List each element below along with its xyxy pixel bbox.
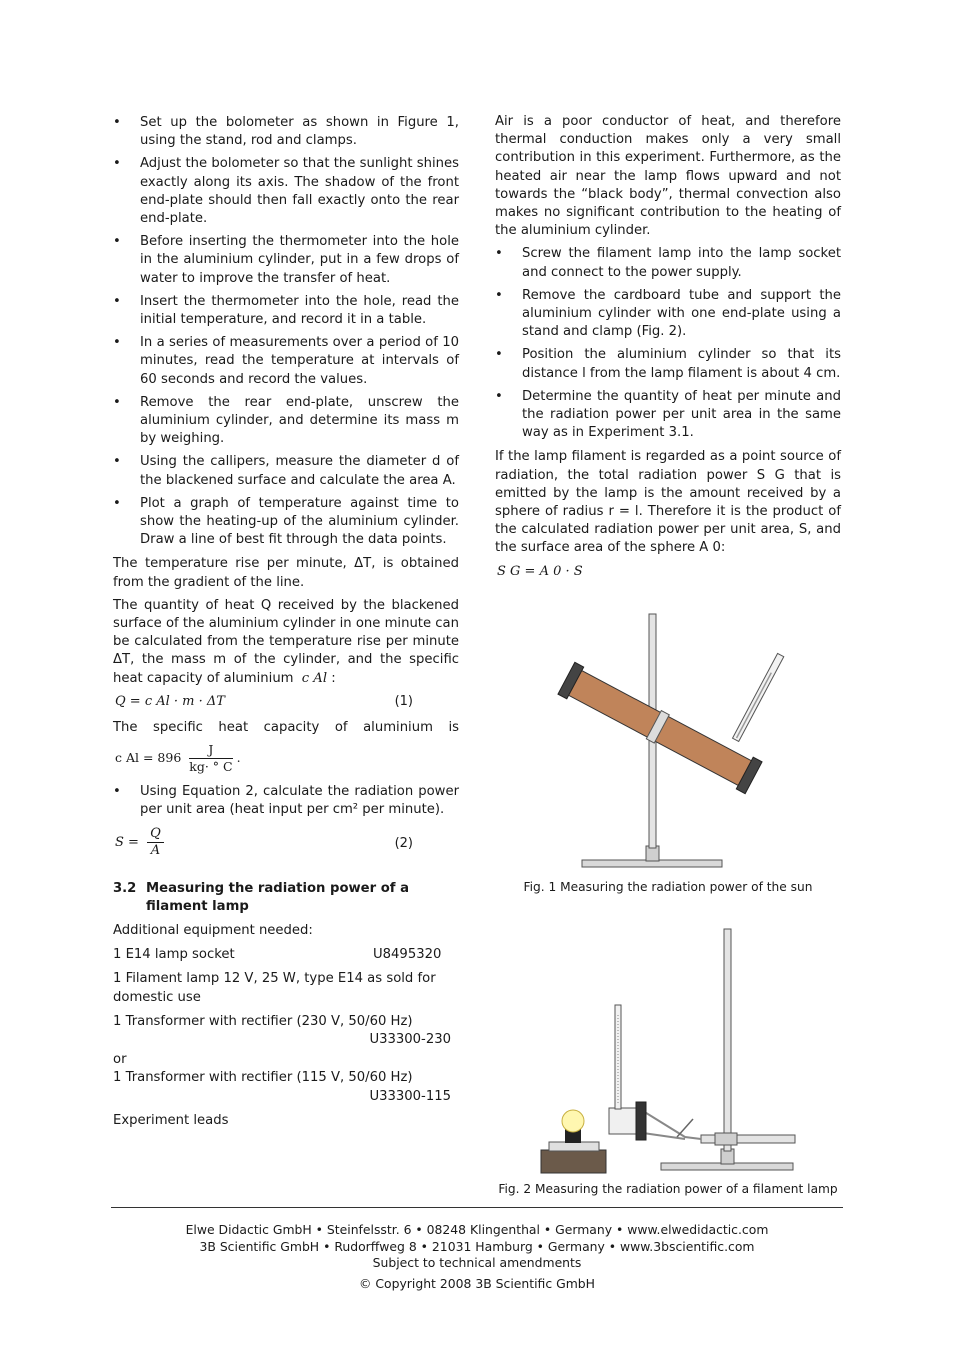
bolometer-cylinder	[558, 662, 762, 793]
temperature-rise-paragraph: The temperature rise per minute, ΔT, is obtained from the gradient of the line.	[113, 556, 459, 590]
procedure-list	[113, 114, 459, 549]
thermometer-scale	[737, 673, 772, 738]
end-plate	[636, 1102, 646, 1140]
equation-2-number: (2)	[394, 835, 413, 851]
equation-2-num: Q	[147, 826, 164, 843]
footer	[0, 1222, 954, 1292]
equipment-item	[113, 1069, 459, 1105]
list-item: • Set up the bolometer as shown in Figure 1, using the stand, rod and clamps.	[113, 114, 459, 150]
section-heading	[113, 880, 459, 916]
equation-1-number: (1)	[394, 693, 413, 709]
list-item: • Determine the quantity of heat per minute and the radiation power per unit area in the same way as in Experiment 3.1.	[495, 388, 841, 443]
specific-heat-fraction	[189, 742, 232, 775]
list-item: • Remove the cardboard tube and support the aluminium cylinder with one end-plate using a stand and clamp (Fig. 2).	[495, 287, 841, 342]
equation-2-fraction	[147, 826, 164, 859]
equation-2	[115, 826, 459, 864]
footer-line: Elwe Didactic GmbH • Steinfelsstr. 6 • 08248 Klingenthal • Germany • www.elwedidactic.com	[185, 1222, 769, 1237]
left-column	[113, 114, 459, 1136]
copyright: © Copyright 2008 3B Scientific GmbH	[359, 1275, 595, 1291]
heat-paragraph-text: The quantity of heat Q received by the blackened surface of the aluminium cylinder in one minute can be calculated from the temperature rise per minute ΔT, the mass m of the cylinder, and the specific heat capacity of aluminium	[113, 597, 459, 686]
equation-2-list	[113, 783, 459, 819]
equipment-code: U33300-230	[369, 1031, 451, 1047]
equipment-code: U33300-115	[369, 1088, 451, 1104]
equation-2-lhs: S =	[115, 834, 139, 850]
equipment-name: 1 Transformer with rectifier (230 V, 50/60 Hz)	[113, 1013, 413, 1029]
list-item: • Before inserting the thermometer into the hole in the aluminium cylinder, put in a few drops of water to improve the transfer of heat.	[113, 233, 459, 288]
specific-heat-period: .	[236, 750, 241, 766]
list-item: • Insert the thermometer into the hole, read the initial temperature, and record it in a table.	[113, 293, 459, 329]
specific-heat-value	[115, 742, 459, 775]
figure-2-caption: Fig. 2 Measuring the radiation power of a filament lamp	[498, 1182, 838, 1196]
lamp-procedure-list	[495, 245, 841, 442]
figure-1-caption: Fig. 1 Measuring the radiation power of the sun	[523, 880, 813, 894]
point-source-paragraph: If the lamp filament is regarded as a point source of radiation, the total radiation power S G that is emitted by the lamp is the amount received by a sphere of radius r = l. Therefore it is the product of the calculated radiation power per unit area, S, and the surface area of the sphere A 0:	[495, 449, 841, 556]
specific-heat-lhs: c Al = 896	[115, 750, 182, 766]
stand-rod	[724, 929, 731, 1151]
list-item: • Using the callipers, measure the diameter d of the blackened surface and calculate the area A.	[113, 453, 459, 489]
equipment-name: 1 E14 lamp socket	[113, 947, 235, 963]
equation-1	[115, 693, 459, 715]
heat-paragraph-colon: :	[331, 670, 336, 686]
lamp-socket-base	[541, 1150, 606, 1173]
equipment-name: 1 Transformer with rectifier (115 V, 50/60 Hz)	[113, 1070, 413, 1086]
equation-2-den: A	[150, 842, 161, 858]
equipment-item	[113, 1013, 459, 1049]
section-number: 3.2	[113, 880, 137, 896]
specific-heat-unit-den: kg· ° C	[189, 759, 233, 775]
heat-capacity-symbol: c Al	[301, 670, 328, 686]
equipment-item: Experiment leads	[113, 1112, 229, 1128]
clamp-screw	[677, 1119, 693, 1137]
list-item: • In a series of measurements over a period of 10 minutes, read the temperature at intervals of 60 seconds and record the values.	[113, 334, 459, 389]
figure-2-lamp-setup	[525, 925, 825, 1175]
equipment-or: or	[113, 1052, 127, 1068]
list-item: • Remove the rear end-plate, unscrew the aluminium cylinder, and determine its mass m by weighing.	[113, 394, 459, 449]
specific-heat-paragraph: The specific heat capacity of aluminium is	[113, 719, 459, 735]
heat-paragraph	[113, 597, 459, 688]
list-item: • Screw the filament lamp into the lamp socket and connect to the power supply.	[495, 245, 841, 281]
clamp-arm	[643, 1111, 701, 1139]
list-item: • Position the aluminium cylinder so that its distance l from the lamp filament is about 4 cm.	[495, 346, 841, 382]
list-item: • Adjust the bolometer so that the sunlight shines exactly along its axis. The shadow of the front end-plate should then fall exactly onto the rear end-plate.	[113, 155, 459, 228]
air-paragraph: Air is a poor conductor of heat, and therefore thermal conduction makes only a very small contribution in this experiment. Furthermore, as the heated air near the lamp flows upward and not towards the “black body”, thermal convection also makes no significant contribution to the heating of the aluminium cylinder.	[495, 114, 841, 239]
list-item: • Plot a graph of temperature against time to show the heating-up of the aluminium cylinder. Draw a line of best fit through the data points.	[113, 495, 459, 550]
equation-3	[497, 563, 841, 585]
lamp-socket	[549, 1142, 599, 1151]
equipment-item: 1 Filament lamp 12 V, 25 W, type E14 as sold for domestic use	[113, 971, 436, 1005]
figure-1-sun-bolometer	[520, 610, 830, 875]
equipment-intro: Additional equipment needed:	[113, 922, 313, 938]
equipment-item	[113, 946, 459, 964]
filament-lamp	[562, 1110, 584, 1132]
clamp-block	[715, 1133, 737, 1145]
list-item: • Using Equation 2, calculate the radiation power per unit area (heat input per cm² per minute).	[113, 783, 459, 819]
right-column	[495, 113, 841, 589]
equation-1-formula: Q = c Al · m · ΔT	[115, 693, 225, 709]
equation-3-formula: S G = A 0 · S	[497, 563, 583, 579]
footer-line: 3B Scientific GmbH • Rudorffweg 8 • 21031 Hamburg • Germany • www.3bscientific.com	[199, 1238, 755, 1254]
equipment-code: U8495320	[373, 947, 442, 963]
thermometer	[733, 653, 784, 741]
section-title: Measuring the radiation power of a filament lamp	[146, 880, 410, 914]
aluminium-cylinder	[609, 1108, 637, 1134]
specific-heat-unit-num: J	[189, 742, 232, 759]
footer-divider	[111, 1207, 843, 1208]
footer-line: Subject to technical amendments	[372, 1255, 582, 1270]
